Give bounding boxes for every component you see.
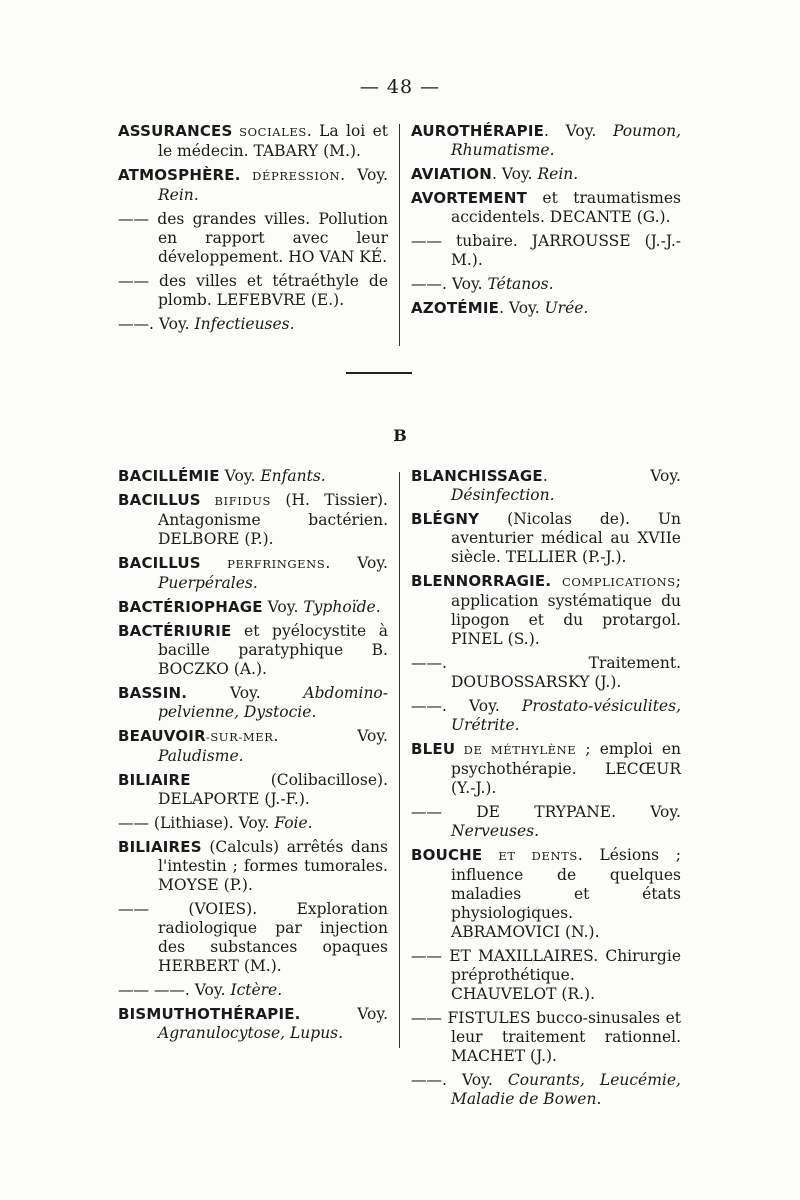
entry-reference: Prostato-vésiculites, Urétrite. (451, 697, 681, 734)
entry-text: . Voy. (544, 122, 597, 140)
entry-text: (H. Tissier). Antagonisme bactérien. DELBORE (P.). (158, 491, 388, 548)
index-entry (411, 467, 681, 505)
index-entry (411, 572, 681, 649)
entry-text: (Calculs) arrêtés dans l'intestin ; formes tumorales. MOYSE (P.). (158, 838, 388, 894)
entry-text: —— ——. Voy. (118, 981, 226, 999)
index-entry (411, 122, 681, 160)
index-entry (411, 697, 681, 735)
index-entry (118, 900, 388, 976)
entry-text: . Voy. (273, 727, 388, 745)
column-bottom-left (118, 467, 388, 1048)
entry-headword: BACILLUS (118, 491, 201, 509)
index-entry (118, 814, 388, 833)
entry-text: ; emploi en psychothérapie. LECŒUR (Y.-J.). (451, 740, 681, 797)
entry-headword: AUROTHÉRAPIE (411, 122, 545, 140)
index-entry (411, 510, 681, 567)
index-entry (118, 622, 388, 679)
section-rule (346, 372, 412, 374)
entry-text: —— ET MAXILLAIRES. Chirurgie préprothétique. CHAUVELOT (R.). (411, 947, 681, 1003)
entry-text: . Voy. (491, 165, 533, 183)
entry-text: ——. Voy. (411, 275, 483, 293)
entry-reference: Rein. (532, 165, 579, 183)
entry-subheading: PERFRINGENS (200, 557, 326, 571)
index-entry (118, 771, 388, 809)
entry-text: et pyélocystite à bacille paratyphique B. BOCZKO (A.). (158, 622, 388, 678)
entry-reference: Paludisme. (158, 747, 244, 765)
index-entry (411, 740, 681, 798)
entry-reference: Poumon, Rhumatisme. (451, 122, 681, 159)
entry-text: . Voy. (325, 554, 388, 572)
index-entry (118, 981, 388, 1000)
entry-text: et traumatismes accidentels. DECANTE (G.). (451, 189, 681, 226)
entry-headword: BACILLÉMIE (118, 467, 220, 485)
entry-text: —— des grandes villes. Pollution en rapport avec leur développement. HO VAN KÉ. (118, 210, 388, 266)
entry-reference: Courants, Leucémie, Maladie de Bowen. (451, 1071, 681, 1108)
index-entry (411, 654, 681, 692)
entry-text: Voy. (300, 1005, 388, 1023)
index-entry (118, 554, 388, 593)
index-entry (118, 727, 388, 766)
index-entry (411, 803, 681, 841)
entry-text: . Voy. (340, 166, 388, 184)
index-entry (118, 272, 388, 310)
entry-subheading: -SUR-MER (205, 730, 274, 744)
entry-text: . Voy. (542, 467, 681, 485)
entry-reference: Typhoïde. (298, 598, 381, 616)
entry-headword: BASSIN. (118, 684, 188, 702)
entry-text: ——. Voy. (411, 697, 500, 715)
entry-headword: BOUCHE (411, 846, 483, 864)
index-entry (411, 275, 681, 294)
entry-headword: BLEU (411, 740, 456, 758)
index-entry (118, 210, 388, 267)
entry-reference: Enfants. (255, 467, 326, 485)
entry-subheading: DE MÉTHYLÈNE (455, 743, 577, 757)
index-entry (411, 846, 681, 942)
index-entry (411, 947, 681, 1004)
index-entry (118, 467, 388, 486)
entry-headword: AVIATION (411, 165, 492, 183)
entry-text: ; application systématique du lipogon et du protargol. PINEL (S.). (451, 572, 681, 648)
entry-headword: BLENNORRAGIE. (411, 572, 552, 590)
index-entry (411, 1071, 681, 1109)
entry-text: —— des villes et tétraéthyle de plomb. LEFEBVRE (E.). (118, 272, 388, 309)
section-letter: B (393, 426, 407, 445)
entry-headword: BISMUTHOTHÉRAPIE. (118, 1005, 301, 1023)
index-entry (118, 684, 388, 722)
column-divider (399, 472, 400, 1048)
entry-headword: ATMOSPHÈRE. (118, 166, 241, 184)
index-entry (411, 165, 681, 184)
entry-text: ——. Traitement. DOUBOSSARSKY (J.). (411, 654, 681, 691)
column-top-right (411, 122, 681, 323)
entry-subheading: ET DENTS (482, 849, 578, 863)
index-entry (411, 232, 681, 270)
entry-reference: Désinfection. (451, 486, 555, 504)
index-entry (118, 122, 388, 161)
index-entry (411, 1009, 681, 1066)
entry-text: (Nicolas de). Un aventurier médical au XVIIe siècle. TELLIER (P.-J.). (451, 510, 681, 566)
entry-headword: ASSURANCES (118, 122, 233, 140)
index-entry (118, 315, 388, 334)
entry-text: —— FISTULES bucco-sinusales et leur traitement rationnel. MACHET (J.). (411, 1009, 681, 1065)
entry-subheading: SOCIALES (232, 125, 307, 139)
entry-headword: AZOTÉMIE (411, 299, 500, 317)
column-divider (399, 124, 400, 346)
entry-reference: Nerveuses. (451, 822, 540, 840)
entry-text: —— tubaire. JARROUSSE (J.-J.-M.). (411, 232, 681, 269)
entry-text: Voy. (187, 684, 261, 702)
entry-headword: BACILLUS (118, 554, 201, 572)
entry-reference: Abdomino-pelvienne, Dystocie. (158, 684, 388, 721)
entry-text: —— DE TRYPANE. Voy. (411, 803, 681, 821)
index-entry (118, 491, 388, 549)
entry-reference: Urée. (539, 299, 589, 317)
entry-text: . La loi et le médecin. TABARY (M.). (158, 122, 388, 160)
entry-text: ——. Voy. (411, 1071, 493, 1089)
entry-reference: Tétanos. (482, 275, 554, 293)
page-number: — 48 — (359, 76, 441, 98)
column-top-left (118, 122, 388, 339)
index-entry (118, 838, 388, 895)
index-entry (118, 1005, 388, 1043)
entry-headword: BLANCHISSAGE (411, 467, 543, 485)
entry-reference: Puerpérales. (158, 574, 258, 592)
entry-headword: BLÉGNY (411, 510, 480, 528)
index-entry (118, 598, 388, 617)
entry-reference: Agranulocytose, Lupus. (158, 1024, 344, 1042)
entry-headword: BILIAIRE (118, 771, 191, 789)
entry-text: Voy. (262, 598, 299, 616)
entry-headword: BILIAIRES (118, 838, 202, 856)
entry-subheading: COMPLICATIONS (551, 575, 676, 589)
entry-text: (Colibacillose). DELAPORTE (J.-F.). (158, 771, 388, 808)
entry-text: . Lésions ; influence de quelques maladies et états physiologiques. ABRAMOVICI (N.). (451, 846, 681, 941)
index-entry (411, 189, 681, 227)
entry-headword: AVORTEMENT (411, 189, 528, 207)
index-entry (118, 166, 388, 205)
entry-subheading: BIFIDUS (200, 494, 272, 508)
entry-headword: BACTÉRIOPHAGE (118, 598, 263, 616)
entry-subheading: DÉPRESSION (240, 169, 341, 183)
entry-headword: BEAUVOIR (118, 727, 206, 745)
index-entry (411, 299, 681, 318)
entry-reference: Rein. (158, 186, 199, 204)
entry-text: . Voy. (499, 299, 540, 317)
entry-text: —— (VOIES). Exploration radiologique par injection des substances opaques HERBERT (M.). (118, 900, 388, 975)
entry-text: ——. Voy. (118, 315, 190, 333)
entry-reference: Infectieuses. (189, 315, 295, 333)
entry-reference: Ictère. (225, 981, 283, 999)
entry-text: —— (Lithiase). Voy. (118, 814, 270, 832)
column-bottom-right (411, 467, 681, 1114)
entry-text: Voy. (219, 467, 256, 485)
entry-reference: Foie. (269, 814, 313, 832)
entry-headword: BACTÉRIURIE (118, 622, 232, 640)
